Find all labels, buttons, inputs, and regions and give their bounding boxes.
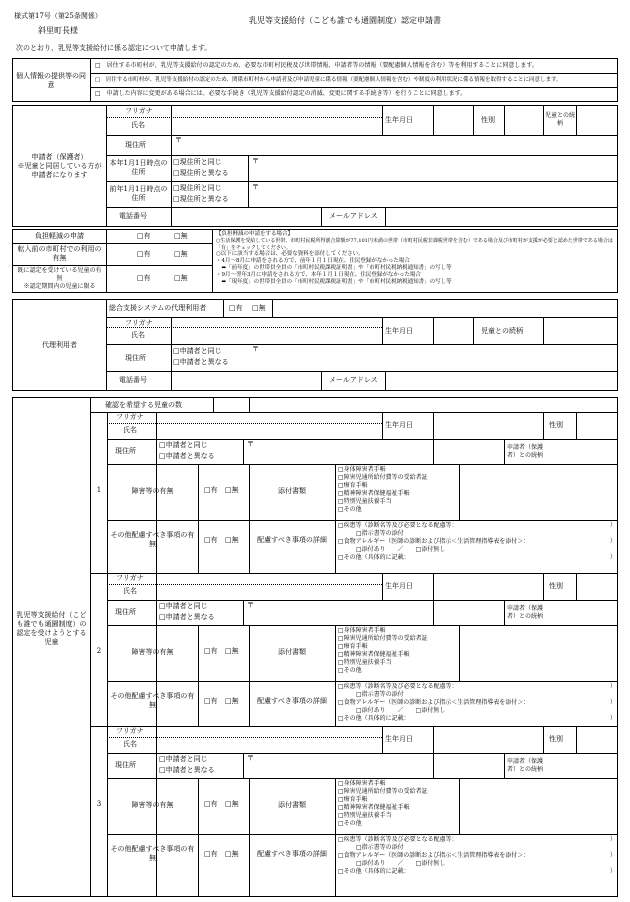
attach-item[interactable]: □精神障害者保健福祉手帳	[338, 804, 410, 811]
consider-paren: ）	[610, 852, 617, 859]
consider-item[interactable]: □添付あり ／ □添付無し	[338, 707, 446, 714]
child-attach-label: 添付書類	[278, 486, 306, 495]
consider-item[interactable]: □指示書等の添付	[338, 691, 404, 698]
child-address-label: 現住所	[115, 608, 136, 616]
page-title: 乳児等支援給付（こども誰でも通園制度）認定申請書	[249, 16, 441, 25]
consider-item[interactable]: □添付あり ／ □添付無し	[338, 546, 446, 553]
child-birth-label: 生年月日	[385, 582, 413, 590]
child-number: 3	[96, 799, 102, 808]
child-diff-option[interactable]: □申請者と異なる	[159, 766, 215, 774]
applicant-jan-postal-mark: 〒	[252, 157, 259, 165]
child-attach-label: 添付書類	[278, 647, 306, 656]
consider-item[interactable]: □食物アレルギー（医師の診断および指示＜生活管理指導表を添付＞：	[338, 699, 530, 706]
agent-system-user-yes[interactable]: □有	[229, 304, 243, 312]
burden-note-3: ○以下に該当する場合は、必要な資料を添付してください。	[216, 251, 364, 257]
applicant-prev-jan-diff-option[interactable]: □現住所と異なる	[173, 195, 229, 203]
certified-child-yes[interactable]: □有	[137, 274, 151, 282]
child-same-option[interactable]: □申請者と同じ	[159, 602, 208, 610]
applicant-address-label: 現住所	[125, 141, 146, 149]
child-number: 2	[96, 646, 102, 655]
consent-table	[12, 58, 618, 102]
consent-item-3[interactable]: □ 申請した内容に変更がある場合には、必要な手続き（乳児等支援給付認定の消滅、変更に関する手続き等）を行うことに同意します。	[95, 90, 467, 97]
consider-paren: ）	[610, 868, 617, 875]
attach-item[interactable]: □身体障害者手帳	[338, 466, 386, 473]
attach-item[interactable]: □その他	[338, 667, 362, 674]
applicant-name-label: 氏名	[131, 121, 145, 129]
applicant-jan-address-label: 本年1月1日時点の住所	[109, 159, 168, 176]
applicant-jan-diff-option[interactable]: □現住所と異なる	[173, 169, 229, 177]
children-count-label: 確認を希望する児童の数	[105, 401, 182, 409]
applicant-prev-jan-same-option[interactable]: □現住所と同じ	[173, 184, 222, 192]
child-same-option[interactable]: □申請者と同じ	[159, 441, 208, 449]
attach-item[interactable]: □特別児童扶養手当	[338, 812, 392, 819]
burden-table	[12, 229, 618, 293]
form-number: 様式第17号（第25条関係）	[14, 12, 102, 20]
burden-note-6: ・9月～翌年3月に申請をされる方で、本年１月１日現在、住民登録がなかった場合	[216, 272, 421, 278]
child-same-option[interactable]: □申請者と同じ	[159, 755, 208, 763]
child-consider-label: その他配慮すべき事項の有無	[110, 531, 195, 548]
addressee: 斜里町長様	[38, 26, 78, 35]
child-attach-list	[338, 466, 458, 514]
agent-mail-label: メールアドレス	[329, 376, 378, 384]
attach-item[interactable]: □身体障害者手帳	[338, 627, 386, 634]
certified-child-no[interactable]: □無	[174, 274, 188, 282]
consider-item[interactable]: □その他（具体的に記載：	[338, 715, 410, 722]
child-consider-no[interactable]: □無	[225, 850, 239, 858]
agent-address-label: 現住所	[125, 354, 146, 362]
child-relation-label: 申請者（保護者）との続柄	[506, 605, 543, 620]
child-birth-label: 生年月日	[385, 735, 413, 743]
applicant-birth-label: 生年月日	[385, 116, 413, 124]
child-disability-label: 障害等の有無	[131, 647, 174, 656]
child-consider-list	[338, 683, 616, 723]
consider-item[interactable]: □その他（具体的に記載：	[338, 554, 410, 561]
child-name-label: 氏名	[123, 587, 137, 595]
burden-reduction-no[interactable]: □無	[174, 232, 188, 240]
child-number: 1	[96, 485, 102, 494]
child-disability-no[interactable]: □無	[225, 800, 239, 808]
child-consider-yes[interactable]: □有	[204, 697, 218, 705]
child-relation-label: 申請者（保護者）との続柄	[506, 758, 543, 773]
child-consider-yes[interactable]: □有	[204, 850, 218, 858]
attach-item[interactable]: □障害児通所給付費等の受給者証	[338, 788, 428, 795]
child-disability-yes[interactable]: □有	[204, 647, 218, 655]
applicant-mail-label: メールアドレス	[329, 212, 378, 220]
applicant-postal-mark: 〒	[175, 136, 182, 144]
consent-item-1[interactable]: □ 居住する市町村が、乳児等支援給付の認定のため、必要な市町村民税及び世帯情報、申請者等の情報（要配慮個人情報を含む）等を利用することに同意します。	[95, 62, 538, 69]
consider-item[interactable]: □食物アレルギー（医師の診断および指示＜生活管理指導表を添付＞：	[338, 538, 530, 545]
attach-item[interactable]: □その他	[338, 506, 362, 513]
agent-birth-label: 生年月日	[385, 327, 413, 335]
child-disability-no[interactable]: □無	[225, 647, 239, 655]
child-consider-detail-label: 配慮すべき事項の詳細	[257, 696, 327, 705]
attach-item[interactable]: □その他	[338, 820, 362, 827]
attach-item[interactable]: □特別児童扶養手当	[338, 498, 392, 505]
applicant-furigana-label: フリガナ	[125, 107, 153, 115]
applicant-jan-same-option[interactable]: □現住所と同じ	[173, 158, 222, 166]
child-diff-option[interactable]: □申請者と異なる	[159, 452, 215, 460]
applicant-phone-label: 電話番号	[119, 212, 147, 220]
child-name-label: 氏名	[123, 426, 137, 434]
burden-notes	[216, 231, 614, 286]
child-consider-no[interactable]: □無	[225, 536, 239, 544]
consent-label: 個人情報の提供等の同意	[16, 72, 86, 89]
attach-item[interactable]: □精神障害者保健福祉手帳	[338, 490, 410, 497]
child-consider-label: その他配慮すべき事項の有無	[110, 692, 195, 709]
child-relation-label: 申請者（保護者）との続柄	[506, 444, 543, 459]
attach-item[interactable]: □療育手帳	[338, 482, 368, 489]
child-address-label: 現住所	[115, 447, 136, 455]
child-disability-no[interactable]: □無	[225, 486, 239, 494]
burden-reduction-yes[interactable]: □有	[137, 232, 151, 240]
agent-phone-label: 電話番号	[119, 376, 147, 384]
consent-item-2[interactable]: □ 居住する市町村が、乳児等支援給付の認定のため、関係市町村から申請者及び申請児童に係る情報（要配慮個人情報を含む）や制度の利用状況に係る情報を取得することに同意します。	[95, 77, 562, 83]
applicant-table	[12, 105, 618, 227]
attach-item[interactable]: □障害児通所給付費等の受給者証	[338, 635, 428, 642]
consider-paren: ）	[610, 715, 617, 722]
burden-note-7: ➡「現年度」の世帯員全員の「市町村民税課税証明書」や「市町村民税納税通知書」の写し等	[216, 279, 452, 285]
burden-note-5: ➡「前年度」の世帯員全員の「市町村民税課税証明書」や「市町村民税納税通知書」の写し等	[216, 265, 452, 271]
children-label: 乳児等支援給付（こども誰でも通園制度）の認定を受けようとする児童	[16, 611, 87, 646]
child-disability-label: 障害等の有無	[131, 800, 174, 809]
child-address-label: 現住所	[115, 761, 136, 769]
consider-item[interactable]: □その他（具体的に記載：	[338, 868, 410, 875]
child-consider-detail-label: 配慮すべき事項の詳細	[257, 849, 327, 858]
prior-municipality-label: 転入前の市町村での利用の有無	[17, 245, 102, 262]
consider-paren: ）	[610, 538, 617, 545]
agent-system-user-label: 総合支援システムの代理利用者	[109, 304, 207, 312]
applicant-label: 申請者（保護者） ※児童と同居している方が申請者になります	[17, 152, 102, 179]
consider-item[interactable]: □疾患等（診断名等及び必要となる配慮等：	[338, 522, 458, 529]
child-gender-label: 性別	[549, 735, 563, 743]
agent-furigana-label: フリガナ	[125, 319, 153, 327]
child-postal-mark: 〒	[247, 754, 254, 762]
prior-municipality-yes[interactable]: □有	[137, 250, 151, 258]
child-consider-list	[338, 836, 616, 876]
consider-item[interactable]: □疾患等（診断名等及び必要となる配慮等：	[338, 683, 458, 690]
applicant-prev-jan-address-label: 前年1月1日時点の住所	[109, 185, 168, 202]
consider-paren: ）	[610, 699, 617, 706]
agent-postal-mark: 〒	[252, 345, 259, 353]
agent-name-label: 氏名	[131, 331, 145, 339]
attach-item[interactable]: □療育手帳	[338, 796, 368, 803]
consider-paren: ）	[610, 554, 617, 561]
attach-item[interactable]: □療育手帳	[338, 643, 368, 650]
child-birth-label: 生年月日	[385, 421, 413, 429]
child-name-label: 氏名	[123, 740, 137, 748]
consider-item[interactable]: □疾患等（診断名等及び必要となる配慮等：	[338, 836, 458, 843]
attach-item[interactable]: □精神障害者保健福祉手帳	[338, 651, 410, 658]
child-consider-list	[338, 522, 616, 562]
child-gender-label: 性別	[549, 421, 563, 429]
consider-paren: ）	[610, 836, 617, 843]
child-consider-yes[interactable]: □有	[204, 536, 218, 544]
agent-label: 代理利用者	[42, 340, 77, 349]
consider-item[interactable]: □食物アレルギー（医師の診断および指示＜生活管理指導表を添付＞：	[338, 852, 530, 859]
child-furigana-label: フリガナ	[116, 413, 144, 421]
agent-relation-label: 児童との続柄	[481, 327, 523, 335]
child-furigana-label: フリガナ	[116, 727, 144, 735]
applicant-gender-label: 性別	[481, 116, 495, 124]
burden-note-1: 【負担軽減の申請をする場合】	[216, 231, 294, 237]
child-postal-mark: 〒	[247, 601, 254, 609]
attach-item[interactable]: □障害児通所給付費等の受給者証	[338, 474, 428, 481]
agent-system-user-no[interactable]: □無	[252, 304, 266, 312]
child-consider-label: その他配慮すべき事項の有無	[110, 845, 195, 862]
child-consider-detail-label: 配慮すべき事項の詳細	[257, 535, 327, 544]
applicant-prev-jan-postal-mark: 〒	[252, 183, 259, 191]
child-furigana-label: フリガナ	[116, 574, 144, 582]
child-attach-label: 添付書類	[278, 800, 306, 809]
child-attach-list	[338, 627, 458, 675]
consider-item[interactable]: □指示書等の添付	[338, 844, 404, 851]
prior-municipality-no[interactable]: □無	[174, 250, 188, 258]
child-gender-label: 性別	[549, 582, 563, 590]
consider-paren: ）	[610, 683, 617, 690]
agent-same-option[interactable]: □申請者と同じ	[173, 347, 222, 355]
child-disability-yes[interactable]: □有	[204, 800, 218, 808]
child-attach-list	[338, 780, 458, 828]
child-disability-yes[interactable]: □有	[204, 486, 218, 494]
burden-reduction-label: 負担軽減の申請	[35, 232, 84, 240]
burden-note-4: ・4月～8月に申請をされる方で、前年１月１日現在、住民登録がなかった場合	[216, 258, 410, 264]
agent-diff-option[interactable]: □申請者と異なる	[173, 358, 229, 366]
burden-note-2: ○生活保護を受給している世帯、市町村民税所得割合算額が77,101円未満の世帯（市町村民税非課税世帯を含む）である場合及び市町村が支援が必要と認めた世帯である場合は「有」をチェックしてください。	[216, 238, 613, 251]
children-table	[12, 397, 618, 897]
child-consider-no[interactable]: □無	[225, 697, 239, 705]
child-postal-mark: 〒	[247, 440, 254, 448]
intro-text: 次のとおり、乳児等支援給付に係る認定について申請します。	[16, 44, 212, 52]
attach-item[interactable]: □特別児童扶養手当	[338, 659, 392, 666]
consider-item[interactable]: □指示書等の添付	[338, 530, 404, 537]
applicant-relation-label: 児童との続柄	[544, 112, 575, 127]
consider-item[interactable]: □添付あり ／ □添付無し	[338, 860, 446, 867]
child-disability-label: 障害等の有無	[131, 486, 174, 495]
agent-table	[12, 299, 618, 391]
certified-child-label: 既に認定を受けている児童の有無 ※認定期間内の児童に限る	[17, 266, 102, 290]
attach-item[interactable]: □身体障害者手帳	[338, 780, 386, 787]
child-diff-option[interactable]: □申請者と異なる	[159, 613, 215, 621]
consider-paren: ）	[610, 522, 617, 529]
